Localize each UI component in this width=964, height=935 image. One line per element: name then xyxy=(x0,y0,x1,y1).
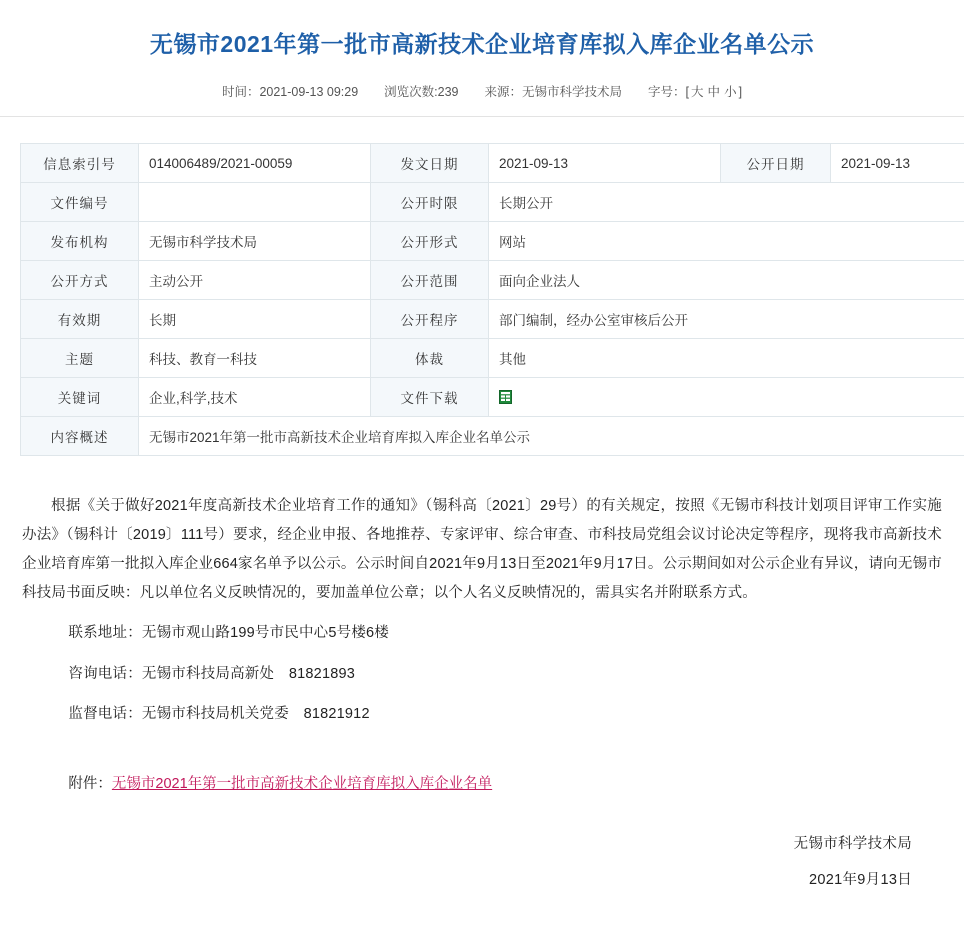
meta-source-value: 无锡市科学技术局 xyxy=(522,85,622,99)
table-label-cell: 发文日期 xyxy=(371,144,489,183)
table-value-cell: 主动公开 xyxy=(139,261,371,300)
info-table-body xyxy=(21,144,964,456)
font-size-small-button[interactable]: 小 xyxy=(722,85,739,99)
attachment-label: 附件： xyxy=(68,776,112,792)
table-row xyxy=(21,183,964,222)
info-table-wrapper xyxy=(0,117,964,456)
attachment-link[interactable]: 无锡市2021年第一批市高新技术企业培育库拟入库企业名单 xyxy=(112,776,492,792)
table-label-cell: 有效期 xyxy=(21,300,139,339)
table-label-cell: 主题 xyxy=(21,339,139,378)
table-label-cell: 文件下载 xyxy=(371,378,489,417)
table-row xyxy=(21,222,964,261)
table-label-cell: 体裁 xyxy=(371,339,489,378)
page-title: 无锡市2021年第一批市高新技术企业培育库拟入库企业名单公示 xyxy=(0,0,964,60)
meta-views xyxy=(384,82,458,100)
font-size-label: 字号： xyxy=(648,85,686,99)
body-paragraph: 根据《关于做好2021年度高新技术企业培育工作的通知》（锡科高〔2021〕29号）的有关规定，按照《无锡市科技计划项目评审工作实施办法》（锡科计〔2019〕111号）要求，经企业申报、各地推荐、专家评审、综合审查、市科技局党组会议讨论决定等程序，现将我市高新技术企业培育库第一批拟入库企业664家名单予以公示。公示时间自2021年9月13日至2021年9月17日。公示期间如对公示企业有异议，请向无锡市科技局书面反映：凡以单位名义反映情况的，要加盖单位公章；以个人名义反映情况的，需具实名并附联系方式。 xyxy=(22,492,942,608)
meta-time xyxy=(222,82,358,100)
table-value-cell: 无锡市科学技术局 xyxy=(139,222,371,261)
font-size-switcher xyxy=(648,82,742,100)
table-label-cell: 关键词 xyxy=(21,378,139,417)
table-label-cell: 公开范围 xyxy=(371,261,489,300)
table-label-cell: 信息索引号 xyxy=(21,144,139,183)
table-label-cell: 内容概述 xyxy=(21,417,139,456)
table-label-cell: 公开日期 xyxy=(721,144,831,183)
document-info-table xyxy=(20,143,964,456)
table-label-cell: 公开形式 xyxy=(371,222,489,261)
contact-phone: 咨询电话：无锡市科技局高新处 81821893 xyxy=(22,659,942,689)
attachment-row xyxy=(22,770,942,799)
table-value-cell: 其他 xyxy=(489,339,964,378)
table-row xyxy=(21,300,964,339)
table-value-cell xyxy=(489,378,964,417)
bracket-open: [ xyxy=(686,85,689,99)
table-value-cell xyxy=(139,183,371,222)
meta-time-label: 时间： xyxy=(222,85,260,99)
meta-views-value: 239 xyxy=(438,85,459,99)
font-size-large-button[interactable]: 大 xyxy=(689,85,706,99)
meta-source-label: 来源： xyxy=(485,85,523,99)
table-value-cell: 企业,科学,技术 xyxy=(139,378,371,417)
supervision-phone: 监督电话：无锡市科技局机关党委 81821912 xyxy=(22,699,942,729)
table-row xyxy=(21,261,964,300)
meta-time-value: 2021-09-13 09:29 xyxy=(259,85,358,99)
table-value-cell: 2021-09-13 xyxy=(489,144,721,183)
table-value-cell: 部门编制，经办公室审核后公开 xyxy=(489,300,964,339)
table-value-cell: 无锡市2021年第一批市高新技术企业培育库拟入库企业名单公示 xyxy=(139,417,964,456)
meta-views-label: 浏览次数: xyxy=(384,85,437,99)
signature-date: 2021年9月13日 xyxy=(22,866,912,895)
table-row xyxy=(21,144,964,183)
table-label-cell: 公开程序 xyxy=(371,300,489,339)
contact-address: 联系地址：无锡市观山路199号市民中心5号楼6楼 xyxy=(22,618,942,648)
table-value-cell: 014006489/2021-00059 xyxy=(139,144,371,183)
table-label-cell: 公开方式 xyxy=(21,261,139,300)
table-value-cell: 网站 xyxy=(489,222,964,261)
table-value-cell: 长期 xyxy=(139,300,371,339)
table-value-cell: 长期公开 xyxy=(489,183,964,222)
signature-organization: 无锡市科学技术局 xyxy=(22,829,912,861)
bracket-close: ] xyxy=(739,85,742,99)
table-value-cell: 面向企业法人 xyxy=(489,261,964,300)
document-body xyxy=(0,456,964,895)
table-label-cell: 文件编号 xyxy=(21,183,139,222)
document-meta xyxy=(0,60,964,100)
table-row xyxy=(21,378,964,417)
table-row xyxy=(21,417,964,456)
font-size-medium-button[interactable]: 中 xyxy=(706,85,723,99)
table-row xyxy=(21,339,964,378)
meta-source xyxy=(485,82,623,100)
table-label-cell: 公开时限 xyxy=(371,183,489,222)
table-label-cell: 发布机构 xyxy=(21,222,139,261)
table-value-cell: 2021-09-13 xyxy=(831,144,964,183)
download-excel-icon[interactable] xyxy=(499,390,512,404)
table-value-cell: 科技、教育一科技 xyxy=(139,339,371,378)
